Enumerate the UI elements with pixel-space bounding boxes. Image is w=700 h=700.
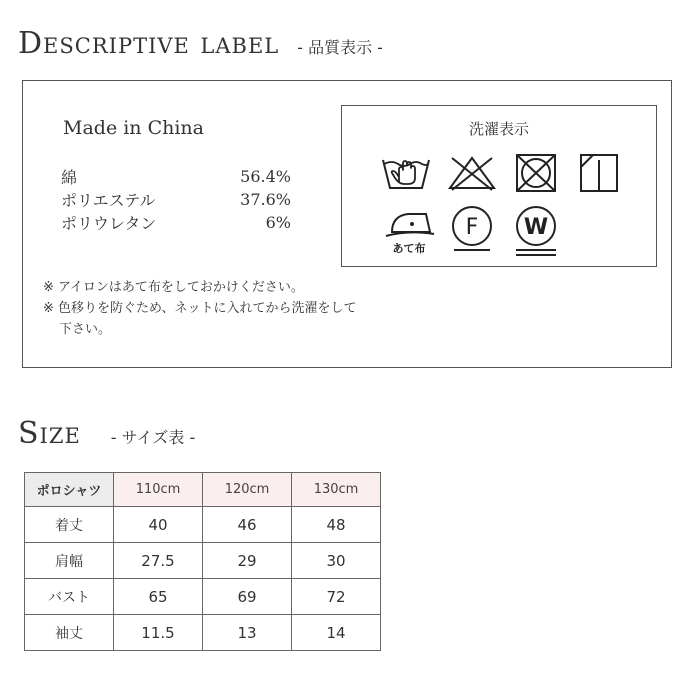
table-row [25, 579, 381, 615]
table-cell: 46 [203, 507, 292, 543]
note-line: ※ 色移りを防ぐため、ネットに入れてから洗濯をして [43, 301, 357, 316]
material-name: 綿 [61, 168, 78, 187]
table-cell: 65 [114, 579, 203, 615]
note-line: 下さい。 [59, 322, 112, 337]
material-percent: 37.6% [240, 190, 291, 209]
country-of-origin: Made in China [63, 117, 204, 139]
row-label: バスト [25, 579, 114, 615]
iron-with-cloth-icon [382, 202, 436, 256]
care-title: 洗濯表示 [468, 120, 529, 138]
material-name: ポリウレタン [61, 214, 157, 233]
table-row [25, 507, 381, 543]
table-cell: 69 [203, 579, 292, 615]
section-subheading: - サイズ表 - [110, 428, 196, 447]
table-cell: 48 [292, 507, 381, 543]
dry-clean-f-icon [446, 204, 498, 254]
size-table [24, 472, 381, 651]
note-line: ※ アイロンはあて布をしておかけください。 [43, 280, 304, 295]
table-cell: 27.5 [114, 543, 203, 579]
table-cell: 72 [292, 579, 381, 615]
composition-row [61, 188, 291, 211]
table-row [25, 615, 381, 651]
label-section-title [18, 26, 383, 61]
composition-row [61, 211, 291, 234]
row-label: 着丈 [25, 507, 114, 543]
column-header: 130cm [292, 473, 381, 507]
column-header: 120cm [203, 473, 292, 507]
wet-clean-w-icon [510, 204, 562, 258]
composition-table [61, 165, 291, 234]
table-row [25, 543, 381, 579]
table-cell: 29 [203, 543, 292, 579]
column-header: 110cm [114, 473, 203, 507]
care-notes [43, 277, 357, 340]
section-heading: Size [18, 416, 81, 451]
row-label: 袖丈 [25, 615, 114, 651]
no-tumble-dry-icon [514, 152, 558, 194]
line-dry-shade-icon [578, 152, 620, 194]
section-subheading: - 品質表示 - [297, 38, 383, 57]
table-header-row [25, 473, 381, 507]
table-cell: 30 [292, 543, 381, 579]
no-bleach-icon [446, 154, 498, 192]
care-symbols-box [341, 105, 657, 267]
table-corner-label: ポロシャツ [25, 473, 114, 507]
iron-caption: あて布 [392, 242, 426, 255]
row-label: 肩幅 [25, 543, 114, 579]
table-cell: 40 [114, 507, 203, 543]
material-percent: 56.4% [240, 167, 291, 186]
hand-wash-icon [380, 152, 432, 194]
material-percent: 6% [265, 213, 291, 232]
material-name: ポリエステル [61, 191, 156, 210]
quality-label-box [22, 80, 672, 368]
dry-clean-letter: F [465, 215, 479, 240]
composition-row [61, 165, 291, 188]
size-section-title [18, 416, 195, 451]
table-cell: 13 [203, 615, 292, 651]
section-heading: Descriptive label [18, 26, 280, 61]
table-cell: 14 [292, 615, 381, 651]
wet-clean-letter: W [523, 215, 549, 240]
table-cell: 11.5 [114, 615, 203, 651]
